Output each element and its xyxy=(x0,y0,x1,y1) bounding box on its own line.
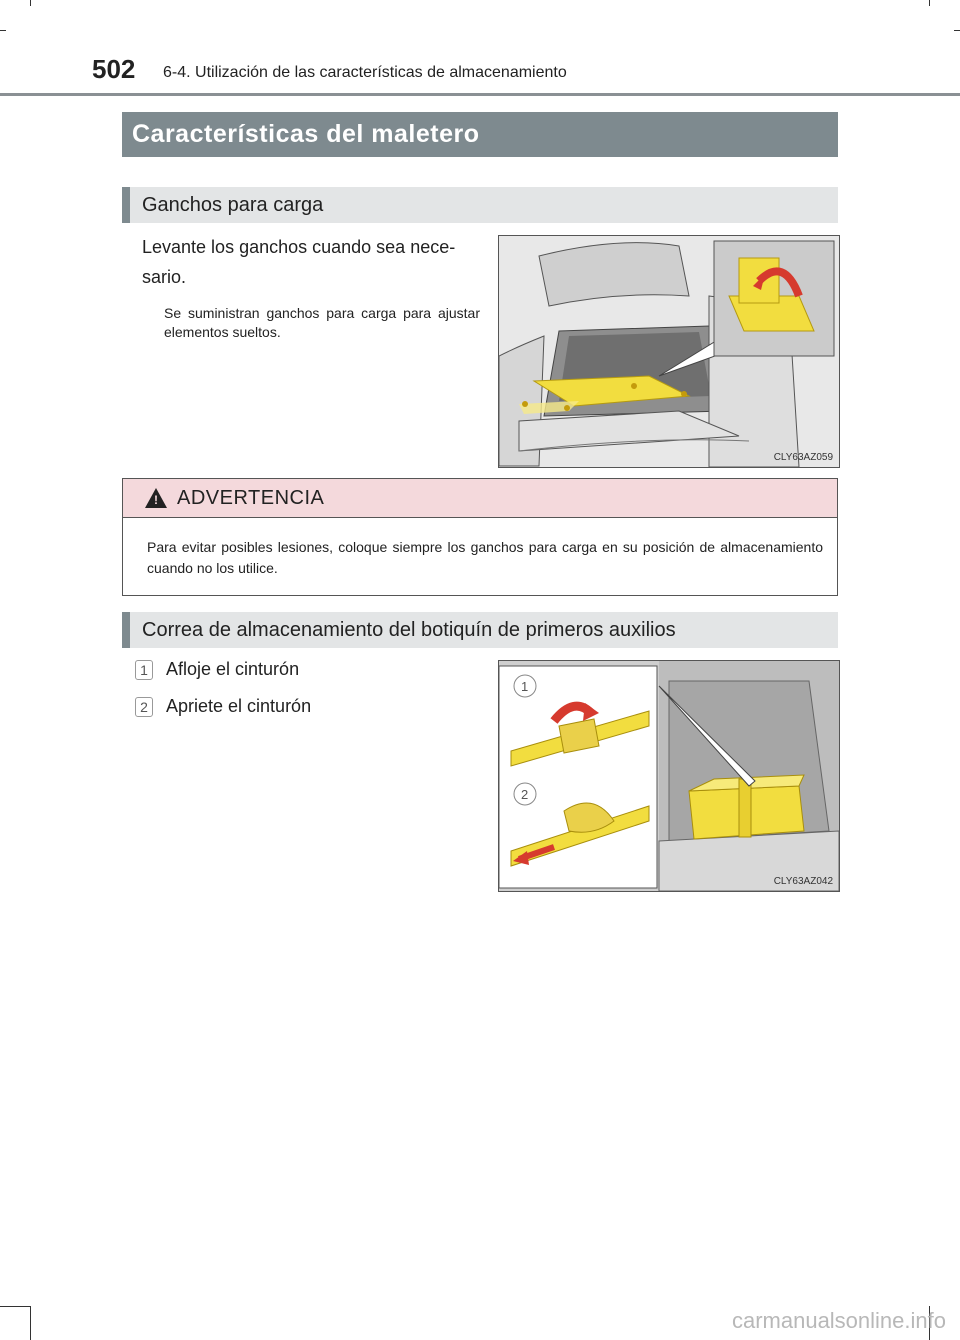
trunk-hooks-drawing xyxy=(499,236,839,467)
warning-header xyxy=(123,479,837,518)
step-number-1: 1 xyxy=(135,660,153,680)
step-number-2: 2 xyxy=(135,697,153,717)
watermark: carmanualsonline.info xyxy=(731,1308,946,1333)
crop-mark xyxy=(30,1306,31,1340)
cargo-hooks-illustration xyxy=(498,235,840,468)
step-text-1: Afloje el cinturón xyxy=(166,659,300,679)
figure-code: CLY63AZ059 xyxy=(773,452,833,463)
page-number: 502 xyxy=(92,54,136,84)
crop-mark xyxy=(929,0,930,6)
section-path: 6-4. Utilización de las características de almacenamiento xyxy=(163,64,567,81)
first-aid-strap-illustration xyxy=(498,660,840,892)
cargo-hooks-note: Se suministran ganchos para carga para ajustar elementos sueltos. xyxy=(164,305,480,340)
figure-callout-1: 1 xyxy=(521,679,529,694)
figure-code: CLY63AZ042 xyxy=(773,876,833,887)
crop-mark xyxy=(0,30,6,31)
step-text-2: Apriete el cinturón xyxy=(166,696,312,716)
crop-mark xyxy=(30,0,31,6)
warning-text: Para evitar posibles lesiones, coloque siempre los ganchos para carga en su posición de almacenamiento cuando no los utilice. xyxy=(147,539,823,576)
crop-mark xyxy=(954,30,960,31)
cargo-hooks-instruction: Levante los ganchos cuando sea nece-sario. xyxy=(142,237,456,287)
crop-mark xyxy=(0,1306,30,1307)
cargo-hooks-heading xyxy=(122,187,838,223)
header-rule xyxy=(0,93,960,96)
first-aid-heading xyxy=(122,612,838,648)
warning-box xyxy=(122,478,838,596)
strap-drawing xyxy=(499,661,839,891)
warning-label: ADVERTENCIA xyxy=(177,486,325,509)
figure-callout-2: 2 xyxy=(521,787,529,802)
warning-triangle-icon: ! xyxy=(145,488,167,508)
cargo-hooks-heading-text: Ganchos para carga xyxy=(142,193,324,216)
first-aid-heading-text: Correa de almacenamiento del botiquín de primeros auxilios xyxy=(142,618,676,641)
page-title: Características del maletero xyxy=(122,112,838,157)
